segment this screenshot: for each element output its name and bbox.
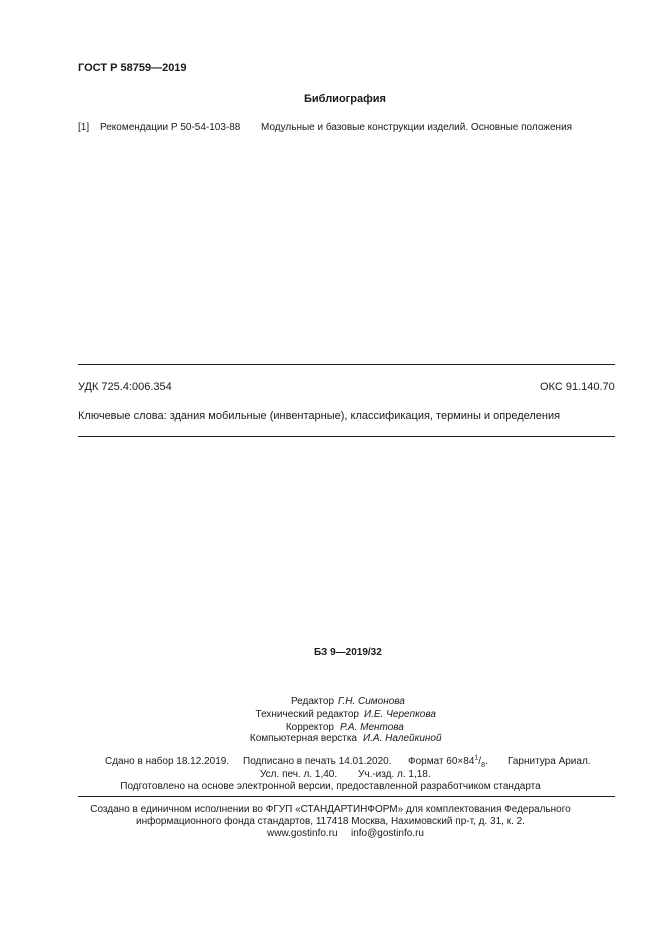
standard-code: ГОСТ Р 58759—2019 <box>78 62 187 74</box>
website-link[interactable]: www.gostinfo.ru <box>267 828 338 839</box>
bz-number: БЗ 9—2019/32 <box>314 647 382 658</box>
corrector-name: Р.А. Ментова <box>340 722 404 733</box>
publishing-sheets: Уч.-изд. л. 1,18. <box>358 769 431 780</box>
paper-format: Формат $60\times 84^1/_8$. <box>408 754 488 769</box>
footer-line-1: Создано в единичном исполнении во ФГУП «СТАНДАРТИНФОРМ» для комплектования Федерального <box>90 804 571 815</box>
footer-line-2: информационного фонда стандартов, 117418 Москва, Нахимовский пр-т, д. 31, к. 2. <box>136 816 525 827</box>
entry-source: Рекомендации Р 50-54-103-88 <box>100 122 241 133</box>
editor-role: Редактор <box>290 696 334 707</box>
layout-role: Компьютерная верстка <box>249 733 357 744</box>
divider-bottom <box>78 796 615 797</box>
format-numerator: 1 <box>474 754 479 762</box>
layout-name: И.А. Налейкиной <box>363 733 442 744</box>
print-sheets: Усл. печ. л. 1,40. <box>260 769 338 780</box>
tech-editor-name: И.Е. Черепкова <box>364 709 436 720</box>
divider-middle <box>78 436 615 437</box>
prepared-note: Подготовлено на основе электронной версии, предоставленной разработчиком стандарта <box>120 781 541 792</box>
udk-code: УДК 725.4:006.354 <box>78 381 172 393</box>
format-denominator: 8 <box>481 762 485 769</box>
divider-top <box>78 364 615 365</box>
submitted-date: Сдано в набор 18.12.2019. <box>105 756 230 767</box>
entry-description: Модульные и базовые конструкции изделий. Основные положения <box>261 122 573 133</box>
tech-editor-role: Технический редактор <box>255 709 359 720</box>
oks-code: ОКС 91.140.70 <box>540 381 615 393</box>
email-link[interactable]: info@gostinfo.ru <box>351 828 424 839</box>
entry-number: [1] <box>78 122 90 133</box>
bibliography-title: Библиография <box>304 93 386 105</box>
format-prefix: Формат 60×84 <box>408 756 475 767</box>
editor-name: Г.Н. Симонова <box>338 696 405 707</box>
corrector-role: Корректор <box>285 722 334 733</box>
typeface: Гарнитура Ариал. <box>508 756 591 767</box>
keywords: Ключевые слова: здания мобильные (инвентарные), классификация, термины и определения <box>78 410 561 422</box>
signed-date: Подписано в печать 14.01.2020. <box>243 756 392 767</box>
